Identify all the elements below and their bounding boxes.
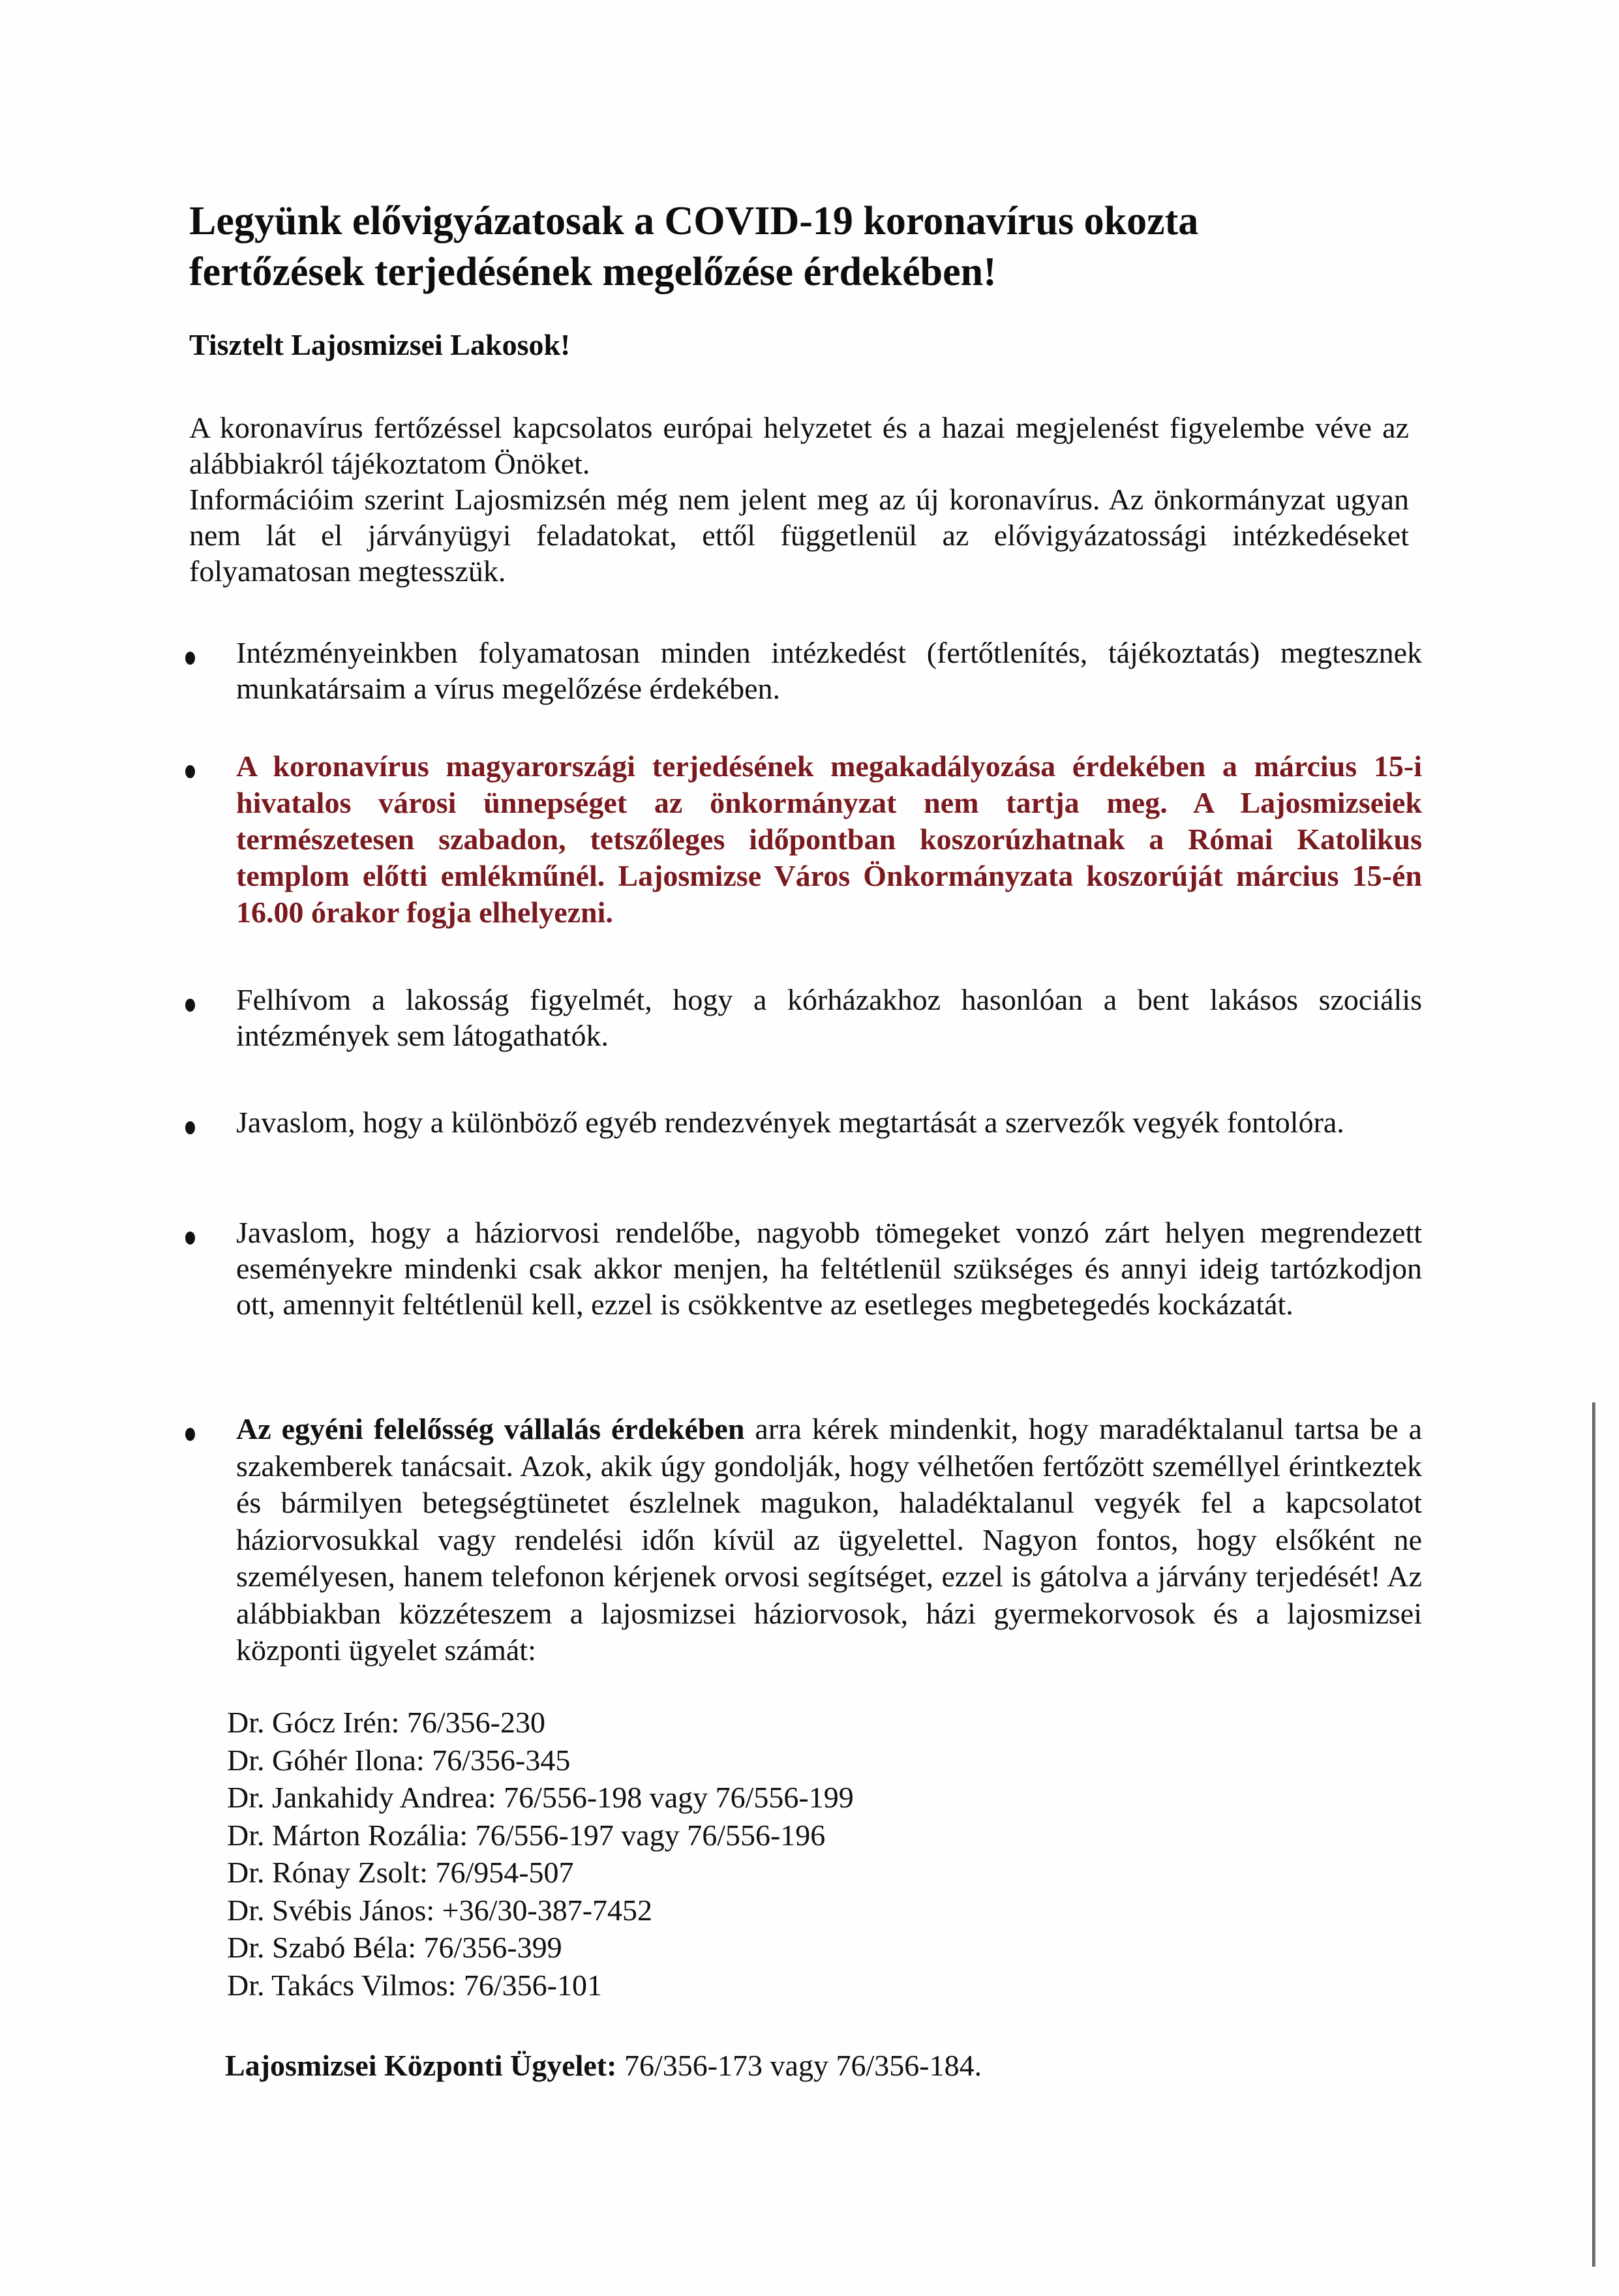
page-title [189, 196, 1298, 297]
doctor-contact: Dr. Takács Vilmos: 76/356-101 [227, 1968, 602, 2002]
bullet-text: Felhívom a lakosság figyelmét, hogy a kórházakhoz hasonlóan a bent lakásos szociális intézmények sem látogathatók. [236, 983, 1422, 1052]
doctor-contact-list [227, 1704, 854, 2004]
doctor-contact: Dr. Jankahidy Andrea: 76/556-198 vagy 76/556-199 [227, 1781, 854, 1814]
bullet-icon [185, 1121, 195, 1134]
bullet-body-text: arra kérek mindenkit, hogy maradéktalanul tartsa be a szakemberek tanácsait. Azok, akik úgy gondolják, hogy vélhetően fertőzött személlyel érintkeztek és bármilyen betegségtünetet észlelnek magukon, haladéktalanul vegyék fel a kapcsolatot háziorvosukkal vagy rendelési időn kívül az ügyelettel. Nagyon fontos, hogy elsőként ne személyesen, hanem telefonon kérjenek orvosi segítséget, ezzel is gátolva a járvány terjedését! Az alábbiakban közzéteszem a lajosmizsei háziorvosok, házi gyermekorvosok és a lajosmizsei központi ügyelet számát: [236, 1412, 1422, 1667]
doctor-contact: Dr. Rónay Zsolt: 76/954-507 [227, 1856, 574, 1889]
doctor-contact: Dr. Márton Rozália: 76/556-197 vagy 76/556-196 [227, 1818, 826, 1852]
bullet-icon [185, 1231, 195, 1245]
bullet-icon [185, 765, 195, 778]
intro-paragraph-2: Információim szerint Lajosmizsén még nem jelent meg az új koronavírus. Az önkormányzat ugyan nem lát el járványügyi feladatokat, ettől függetlenül az elővigyázatossági intézkedéseket folyamatosan megtesszük. [189, 483, 1409, 588]
central-duty-contact [225, 2048, 982, 2083]
bold-lead-text: Az egyéni felelősség vállalás érdekében [236, 1412, 745, 1445]
doctor-contact: Dr. Góhér Ilona: 76/356-345 [227, 1743, 571, 1777]
bullet-text-highlight: A koronavírus magyarországi terjedésének megakadályozása érdekében a március 15-i hivatalos városi ünnepséget az önkormányzat nem tartja meg. A Lajosmizseiek természetesen szabadon, tetszőleges időpontban koszorúzhatnak a Római Katolikus templom előtti emlékműnél. Lajosmizse Város Önkormányzata koszorúját március 15-én 16.00 órakor fogja elhelyezni. [236, 749, 1422, 929]
bullet-icon [185, 1428, 195, 1441]
intro-paragraph-1: A koronavírus fertőzéssel kapcsolatos európai helyzetet és a hazai megjelenést figyelembe véve az alábbiakról tájékoztatom Önöket. [189, 411, 1409, 480]
central-duty-label: Lajosmizsei Központi Ügyelet: [225, 2049, 617, 2082]
scan-edge-line [1592, 1402, 1596, 2267]
intro-section [189, 410, 1409, 589]
doctor-contact: Dr. Szabó Béla: 76/356-399 [227, 1931, 562, 1964]
bullet-icon [185, 652, 195, 665]
bullet-text: Javaslom, hogy a különböző egyéb rendezvények megtartását a szervezők vegyék fontolóra. [236, 1106, 1344, 1139]
central-duty-numbers: 76/356-173 vagy 76/356-184. [616, 2049, 982, 2082]
bullet-text: Javaslom, hogy a háziorvosi rendelőbe, nagyobb tömegeket vonzó zárt helyen megrendezett eseményekre mindenki csak akkor menjen, ha feltétlenül szükséges és annyi ideig tartózkodjon ott, amennyit feltétlenül kell, ezzel is csökkentve az esetleges megbetegedés kockázatát. [236, 1216, 1422, 1321]
title-line-1: Legyünk elővigyázatosak a COVID-19 koronavírus okozta [189, 199, 1199, 243]
bullet-text [236, 1411, 1422, 1669]
bullet-text: Intézményeinkben folyamatosan minden intézkedést (fertőtlenítés, tájékoztatás) megtesznek munkatársaim a vírus megelőzése érdekében. [236, 636, 1422, 705]
greeting: Tisztelt Lajosmizsei Lakosok! [189, 328, 571, 361]
doctor-contact: Dr. Gócz Irén: 76/356-230 [227, 1706, 545, 1739]
bullet-icon [185, 999, 195, 1012]
doctor-contact: Dr. Svébis János: +36/30-387-7452 [227, 1893, 653, 1927]
title-line-2: fertőzések terjedésének megelőzése érdekében! [189, 250, 997, 294]
